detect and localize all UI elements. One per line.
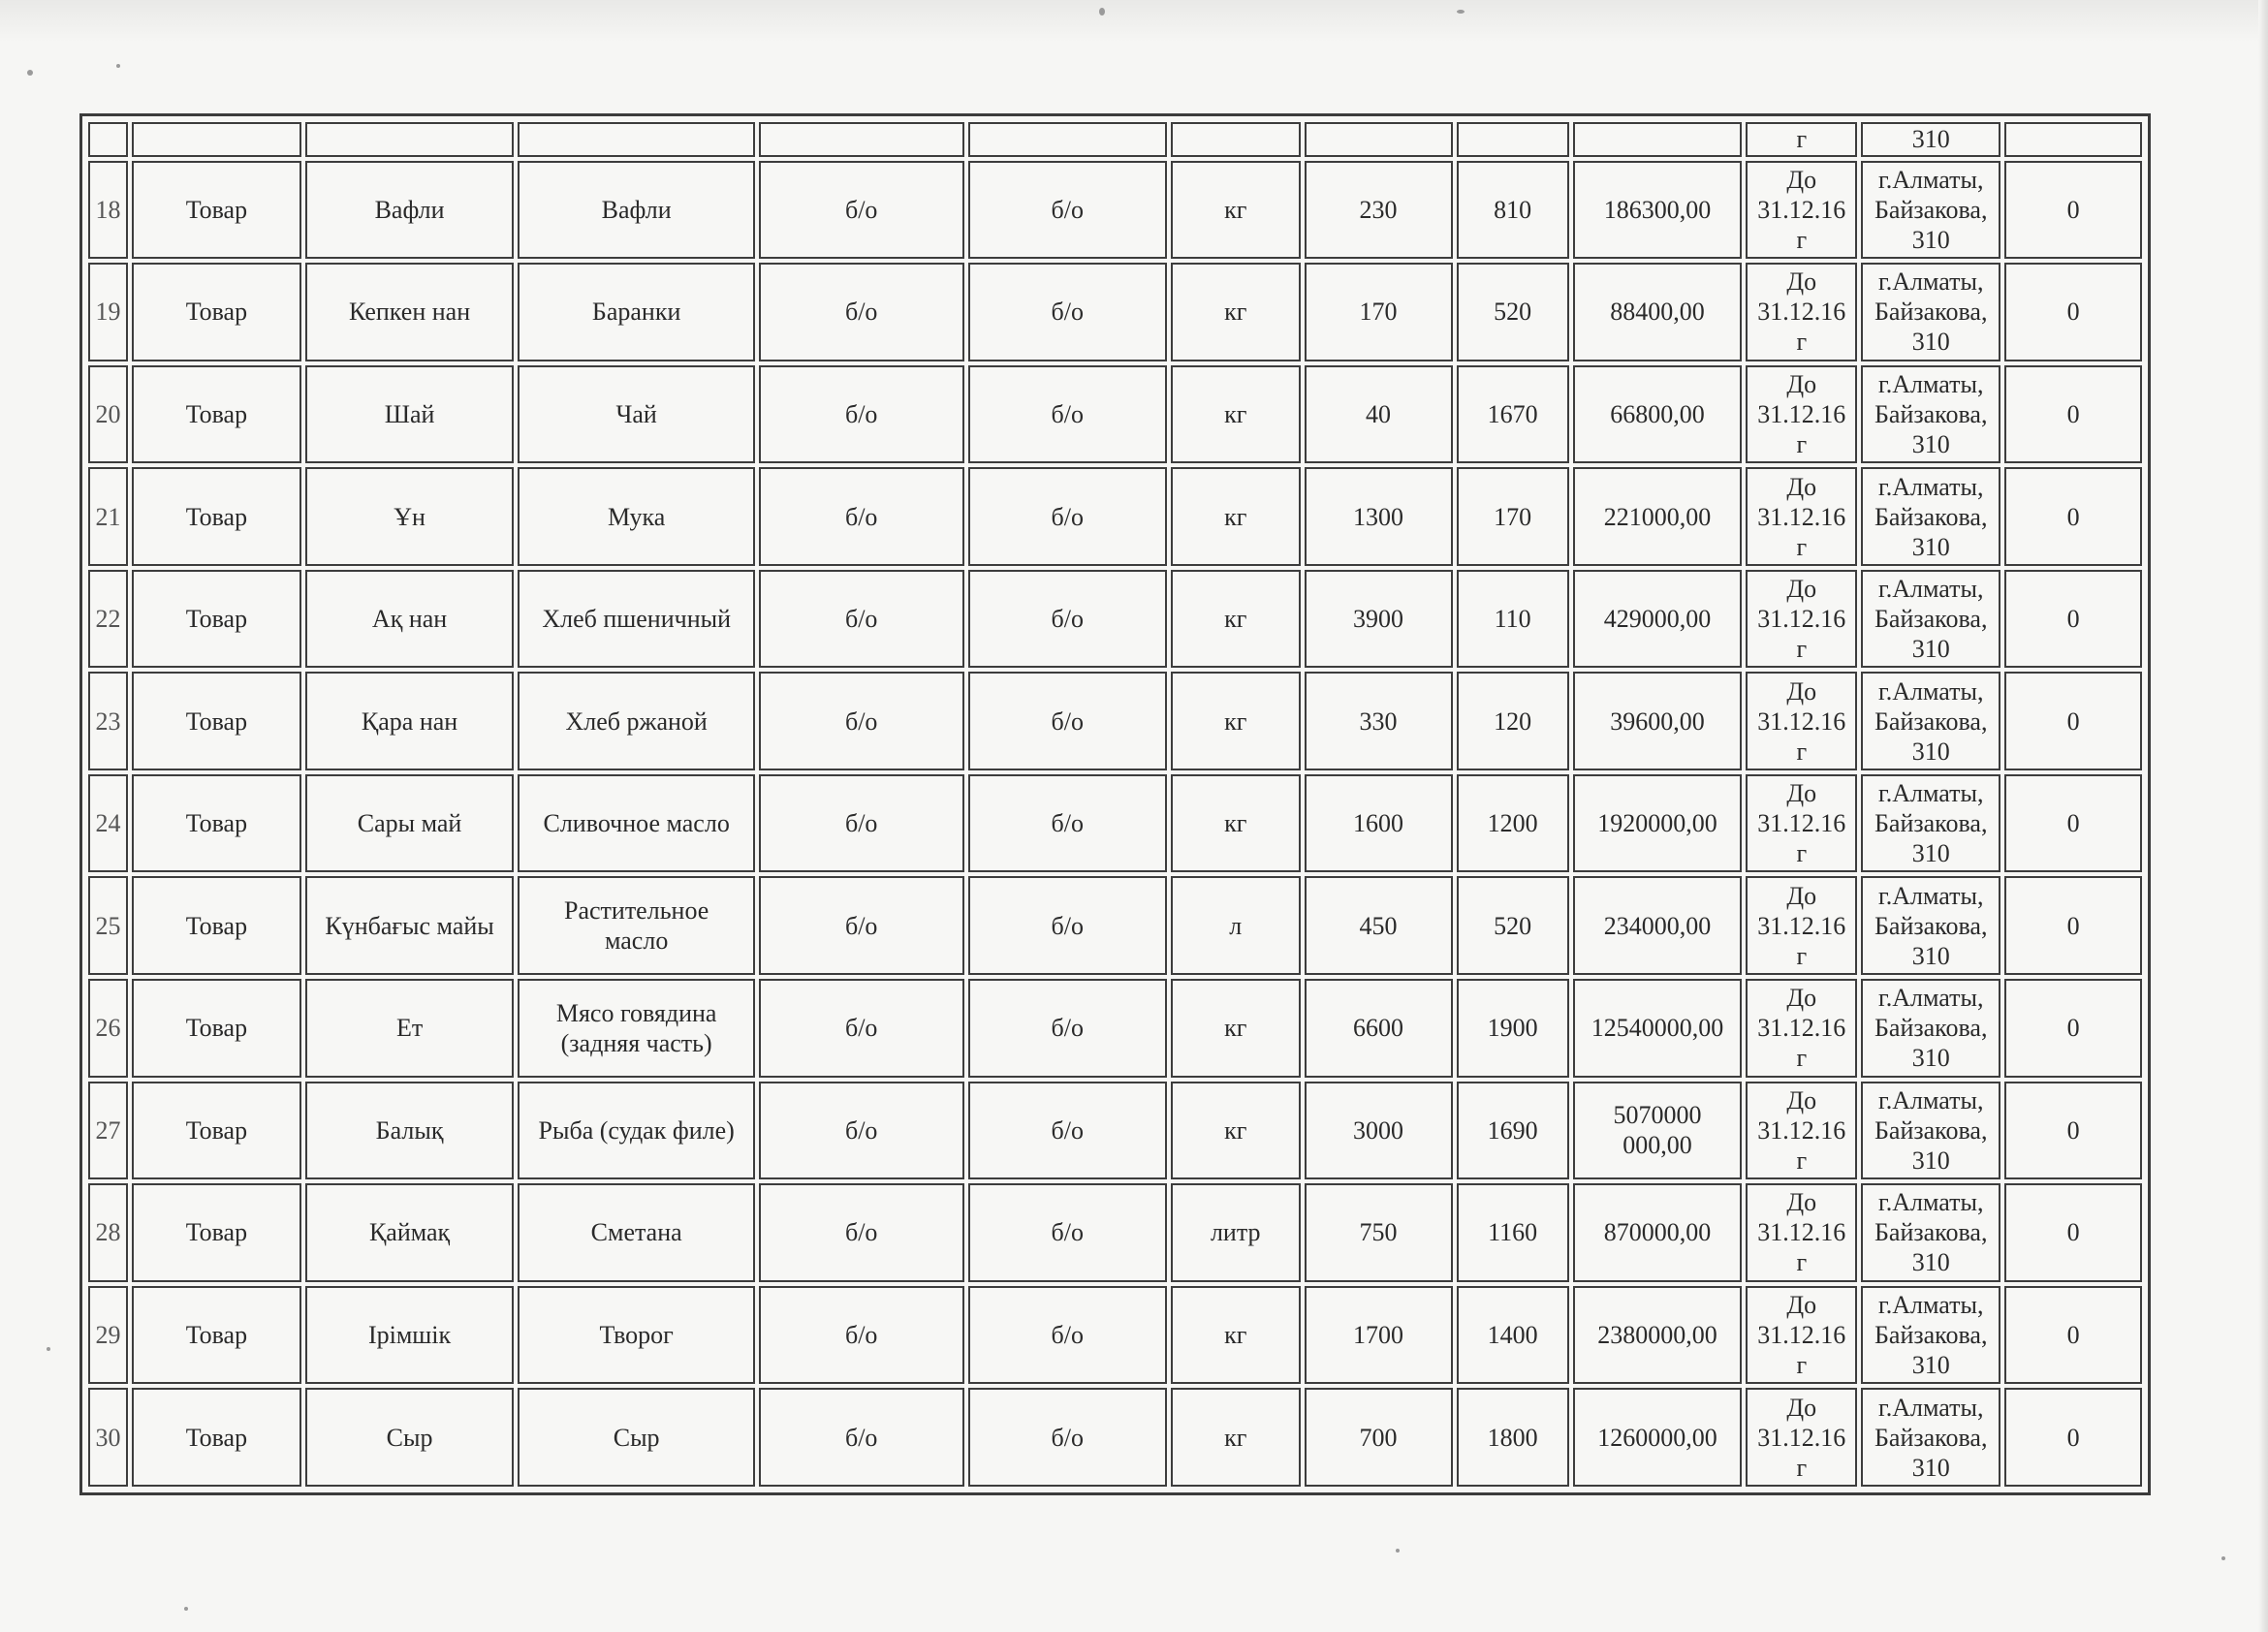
cell-last: 0 <box>2004 1286 2142 1385</box>
cell-num: 20 <box>88 365 128 464</box>
cell-num: 22 <box>88 570 128 669</box>
table-row <box>88 1183 2142 1282</box>
cell-c6: б/о <box>968 774 1167 873</box>
cell-type: Товар <box>132 365 301 464</box>
cell-c5: б/о <box>759 467 964 566</box>
scan-shadow-right <box>2258 0 2268 1632</box>
cell-sum: 39600,00 <box>1573 672 1743 770</box>
scan-shadow-top <box>0 0 2268 43</box>
cell-term: До 31.12.16 г <box>1746 1082 1857 1180</box>
cell-c6: б/о <box>968 876 1167 975</box>
cell-c5: б/о <box>759 1388 964 1487</box>
cell-unit: кг <box>1171 1388 1301 1487</box>
cell-c6 <box>968 122 1167 157</box>
scan-speck <box>1396 1549 1400 1553</box>
cell-name-ru: Сыр <box>518 1388 754 1487</box>
cell-qty: 750 <box>1305 1183 1453 1282</box>
cell-num: 24 <box>88 774 128 873</box>
cell-type: Товар <box>132 1286 301 1385</box>
cell-unit: кг <box>1171 774 1301 873</box>
cell-sum: 221000,00 <box>1573 467 1743 566</box>
cell-term: г <box>1746 122 1857 157</box>
cell-term: До 31.12.16 г <box>1746 1183 1857 1282</box>
cell-last: 0 <box>2004 774 2142 873</box>
cell-type: Товар <box>132 774 301 873</box>
cell-c5: б/о <box>759 672 964 770</box>
cell-c5: б/о <box>759 263 964 361</box>
cell-price: 170 <box>1457 467 1569 566</box>
cell-price: 110 <box>1457 570 1569 669</box>
cell-place: г.Алматы, Байзакова, 310 <box>1861 1082 2000 1180</box>
cell-unit: л <box>1171 876 1301 975</box>
cell-name-ru: Творог <box>518 1286 754 1385</box>
cell-term: До 31.12.16 г <box>1746 467 1857 566</box>
cell-name-kz <box>305 122 515 157</box>
cell-name-kz: Қара нан <box>305 672 515 770</box>
table-body <box>88 122 2142 1487</box>
cell-qty: 450 <box>1305 876 1453 975</box>
cell-name-kz: Ұн <box>305 467 515 566</box>
cell-unit: кг <box>1171 979 1301 1078</box>
cell-name-ru: Сметана <box>518 1183 754 1282</box>
cell-num: 27 <box>88 1082 128 1180</box>
cell-name-ru: Чай <box>518 365 754 464</box>
cell-type: Товар <box>132 876 301 975</box>
table-row <box>88 672 2142 770</box>
cell-c5: б/о <box>759 365 964 464</box>
cell-price: 1200 <box>1457 774 1569 873</box>
cell-unit: кг <box>1171 467 1301 566</box>
cell-price: 120 <box>1457 672 1569 770</box>
cell-last: 0 <box>2004 570 2142 669</box>
cell-num: 29 <box>88 1286 128 1385</box>
cell-sum: 2380000,00 <box>1573 1286 1743 1385</box>
cell-place: г.Алматы, Байзакова, 310 <box>1861 365 2000 464</box>
cell-c6: б/о <box>968 1286 1167 1385</box>
cell-sum: 5070000 000,00 <box>1573 1082 1743 1180</box>
cell-place: г.Алматы, Байзакова, 310 <box>1861 672 2000 770</box>
cell-term: До 31.12.16 г <box>1746 876 1857 975</box>
cell-name-ru: Рыба (судак филе) <box>518 1082 754 1180</box>
cell-last: 0 <box>2004 161 2142 260</box>
scan-speck <box>184 1607 188 1611</box>
cell-sum: 186300,00 <box>1573 161 1743 260</box>
table-row <box>88 161 2142 260</box>
cell-place: г.Алматы, Байзакова, 310 <box>1861 1183 2000 1282</box>
cell-price: 1800 <box>1457 1388 1569 1487</box>
cell-c5: б/о <box>759 1286 964 1385</box>
cell-qty: 40 <box>1305 365 1453 464</box>
cell-sum: 66800,00 <box>1573 365 1743 464</box>
cell-price <box>1457 122 1569 157</box>
table-row <box>88 1082 2142 1180</box>
cell-name-kz: Сыр <box>305 1388 515 1487</box>
cell-price: 1160 <box>1457 1183 1569 1282</box>
cell-last: 0 <box>2004 672 2142 770</box>
cell-name-ru: Растительное масло <box>518 876 754 975</box>
cell-price: 1670 <box>1457 365 1569 464</box>
cell-name-kz: Ет <box>305 979 515 1078</box>
cell-num: 28 <box>88 1183 128 1282</box>
cell-type <box>132 122 301 157</box>
cell-place: г.Алматы, Байзакова, 310 <box>1861 570 2000 669</box>
cell-type: Товар <box>132 979 301 1078</box>
cell-type: Товар <box>132 672 301 770</box>
table-row-continued <box>88 122 2142 157</box>
cell-qty: 6600 <box>1305 979 1453 1078</box>
cell-price: 810 <box>1457 161 1569 260</box>
cell-term: До 31.12.16 г <box>1746 570 1857 669</box>
cell-name-kz: Сары май <box>305 774 515 873</box>
cell-unit: кг <box>1171 1286 1301 1385</box>
scan-speck <box>27 70 33 76</box>
cell-c5: б/о <box>759 161 964 260</box>
cell-name-kz: Ірімшік <box>305 1286 515 1385</box>
cell-qty: 700 <box>1305 1388 1453 1487</box>
table-row <box>88 263 2142 361</box>
cell-num: 19 <box>88 263 128 361</box>
cell-qty: 3900 <box>1305 570 1453 669</box>
cell-name-ru <box>518 122 754 157</box>
scan-speck <box>2221 1556 2225 1560</box>
cell-last: 0 <box>2004 1082 2142 1180</box>
cell-unit <box>1171 122 1301 157</box>
cell-name-kz: Қаймақ <box>305 1183 515 1282</box>
scan-speck <box>47 1347 50 1351</box>
cell-num: 18 <box>88 161 128 260</box>
cell-last: 0 <box>2004 1388 2142 1487</box>
cell-name-ru: Вафли <box>518 161 754 260</box>
cell-name-kz: Балық <box>305 1082 515 1180</box>
table-row <box>88 979 2142 1078</box>
cell-place: г.Алматы, Байзакова, 310 <box>1861 1388 2000 1487</box>
cell-c6: б/о <box>968 570 1167 669</box>
cell-unit: кг <box>1171 570 1301 669</box>
cell-qty: 330 <box>1305 672 1453 770</box>
cell-type: Товар <box>132 1388 301 1487</box>
scan-speck <box>1457 10 1465 14</box>
cell-num <box>88 122 128 157</box>
cell-name-kz: Күнбағыс майы <box>305 876 515 975</box>
cell-term: До 31.12.16 г <box>1746 672 1857 770</box>
cell-place: 310 <box>1861 122 2000 157</box>
table-row <box>88 365 2142 464</box>
cell-term: До 31.12.16 г <box>1746 263 1857 361</box>
cell-c6: б/о <box>968 263 1167 361</box>
cell-name-kz: Ақ нан <box>305 570 515 669</box>
cell-c6: б/о <box>968 672 1167 770</box>
cell-price: 1900 <box>1457 979 1569 1078</box>
cell-c5: б/о <box>759 1082 964 1180</box>
cell-num: 21 <box>88 467 128 566</box>
cell-place: г.Алматы, Байзакова, 310 <box>1861 161 2000 260</box>
cell-sum: 1920000,00 <box>1573 774 1743 873</box>
cell-last: 0 <box>2004 365 2142 464</box>
cell-last: 0 <box>2004 1183 2142 1282</box>
cell-c5: б/о <box>759 979 964 1078</box>
goods-table-frame <box>79 113 2151 1495</box>
cell-c6: б/о <box>968 1388 1167 1487</box>
cell-c6: б/о <box>968 979 1167 1078</box>
cell-place: г.Алматы, Байзакова, 310 <box>1861 467 2000 566</box>
cell-qty: 1600 <box>1305 774 1453 873</box>
cell-name-ru: Баранки <box>518 263 754 361</box>
table-row <box>88 876 2142 975</box>
cell-type: Товар <box>132 1082 301 1180</box>
cell-last: 0 <box>2004 263 2142 361</box>
cell-sum: 12540000,00 <box>1573 979 1743 1078</box>
cell-unit: кг <box>1171 161 1301 260</box>
cell-c6: б/о <box>968 467 1167 566</box>
cell-type: Товар <box>132 570 301 669</box>
cell-qty: 1700 <box>1305 1286 1453 1385</box>
cell-sum: 429000,00 <box>1573 570 1743 669</box>
scan-speck <box>1099 8 1105 16</box>
cell-c6: б/о <box>968 1082 1167 1180</box>
cell-c6: б/о <box>968 365 1167 464</box>
cell-type: Товар <box>132 263 301 361</box>
cell-place: г.Алматы, Байзакова, 310 <box>1861 1286 2000 1385</box>
goods-table <box>84 118 2146 1491</box>
cell-num: 25 <box>88 876 128 975</box>
cell-qty: 3000 <box>1305 1082 1453 1180</box>
cell-c5 <box>759 122 964 157</box>
cell-type: Товар <box>132 467 301 566</box>
cell-sum: 88400,00 <box>1573 263 1743 361</box>
cell-sum: 1260000,00 <box>1573 1388 1743 1487</box>
cell-place: г.Алматы, Байзакова, 310 <box>1861 876 2000 975</box>
table-row <box>88 774 2142 873</box>
cell-name-ru: Хлеб пшеничный <box>518 570 754 669</box>
cell-term: До 31.12.16 г <box>1746 1388 1857 1487</box>
cell-qty: 1300 <box>1305 467 1453 566</box>
cell-place: г.Алматы, Байзакова, 310 <box>1861 263 2000 361</box>
cell-sum: 234000,00 <box>1573 876 1743 975</box>
cell-name-ru: Мясо говядина (задняя часть) <box>518 979 754 1078</box>
cell-last: 0 <box>2004 467 2142 566</box>
cell-price: 1690 <box>1457 1082 1569 1180</box>
cell-unit: литр <box>1171 1183 1301 1282</box>
cell-term: До 31.12.16 г <box>1746 365 1857 464</box>
cell-place: г.Алматы, Байзакова, 310 <box>1861 774 2000 873</box>
cell-last: 0 <box>2004 979 2142 1078</box>
cell-name-kz: Вафли <box>305 161 515 260</box>
cell-last <box>2004 122 2142 157</box>
cell-qty: 230 <box>1305 161 1453 260</box>
cell-type: Товар <box>132 161 301 260</box>
cell-c5: б/о <box>759 1183 964 1282</box>
cell-last: 0 <box>2004 876 2142 975</box>
cell-num: 30 <box>88 1388 128 1487</box>
cell-term: До 31.12.16 г <box>1746 979 1857 1078</box>
cell-place: г.Алматы, Байзакова, 310 <box>1861 979 2000 1078</box>
table-row <box>88 570 2142 669</box>
cell-term: До 31.12.16 г <box>1746 161 1857 260</box>
cell-name-ru: Мука <box>518 467 754 566</box>
cell-unit: кг <box>1171 365 1301 464</box>
cell-c5: б/о <box>759 876 964 975</box>
scan-speck <box>116 64 120 68</box>
cell-sum: 870000,00 <box>1573 1183 1743 1282</box>
cell-num: 26 <box>88 979 128 1078</box>
cell-name-ru: Хлеб ржаной <box>518 672 754 770</box>
table-row <box>88 1286 2142 1385</box>
table-row <box>88 467 2142 566</box>
cell-price: 520 <box>1457 263 1569 361</box>
cell-name-ru: Сливочное масло <box>518 774 754 873</box>
cell-qty <box>1305 122 1453 157</box>
cell-unit: кг <box>1171 672 1301 770</box>
cell-price: 1400 <box>1457 1286 1569 1385</box>
cell-term: До 31.12.16 г <box>1746 774 1857 873</box>
cell-unit: кг <box>1171 263 1301 361</box>
cell-c6: б/о <box>968 161 1167 260</box>
cell-name-kz: Кепкен нан <box>305 263 515 361</box>
cell-sum <box>1573 122 1743 157</box>
cell-term: До 31.12.16 г <box>1746 1286 1857 1385</box>
cell-type: Товар <box>132 1183 301 1282</box>
cell-c6: б/о <box>968 1183 1167 1282</box>
cell-qty: 170 <box>1305 263 1453 361</box>
table-row <box>88 1388 2142 1487</box>
cell-price: 520 <box>1457 876 1569 975</box>
cell-c5: б/о <box>759 570 964 669</box>
cell-unit: кг <box>1171 1082 1301 1180</box>
cell-c5: б/о <box>759 774 964 873</box>
cell-name-kz: Шай <box>305 365 515 464</box>
cell-num: 23 <box>88 672 128 770</box>
